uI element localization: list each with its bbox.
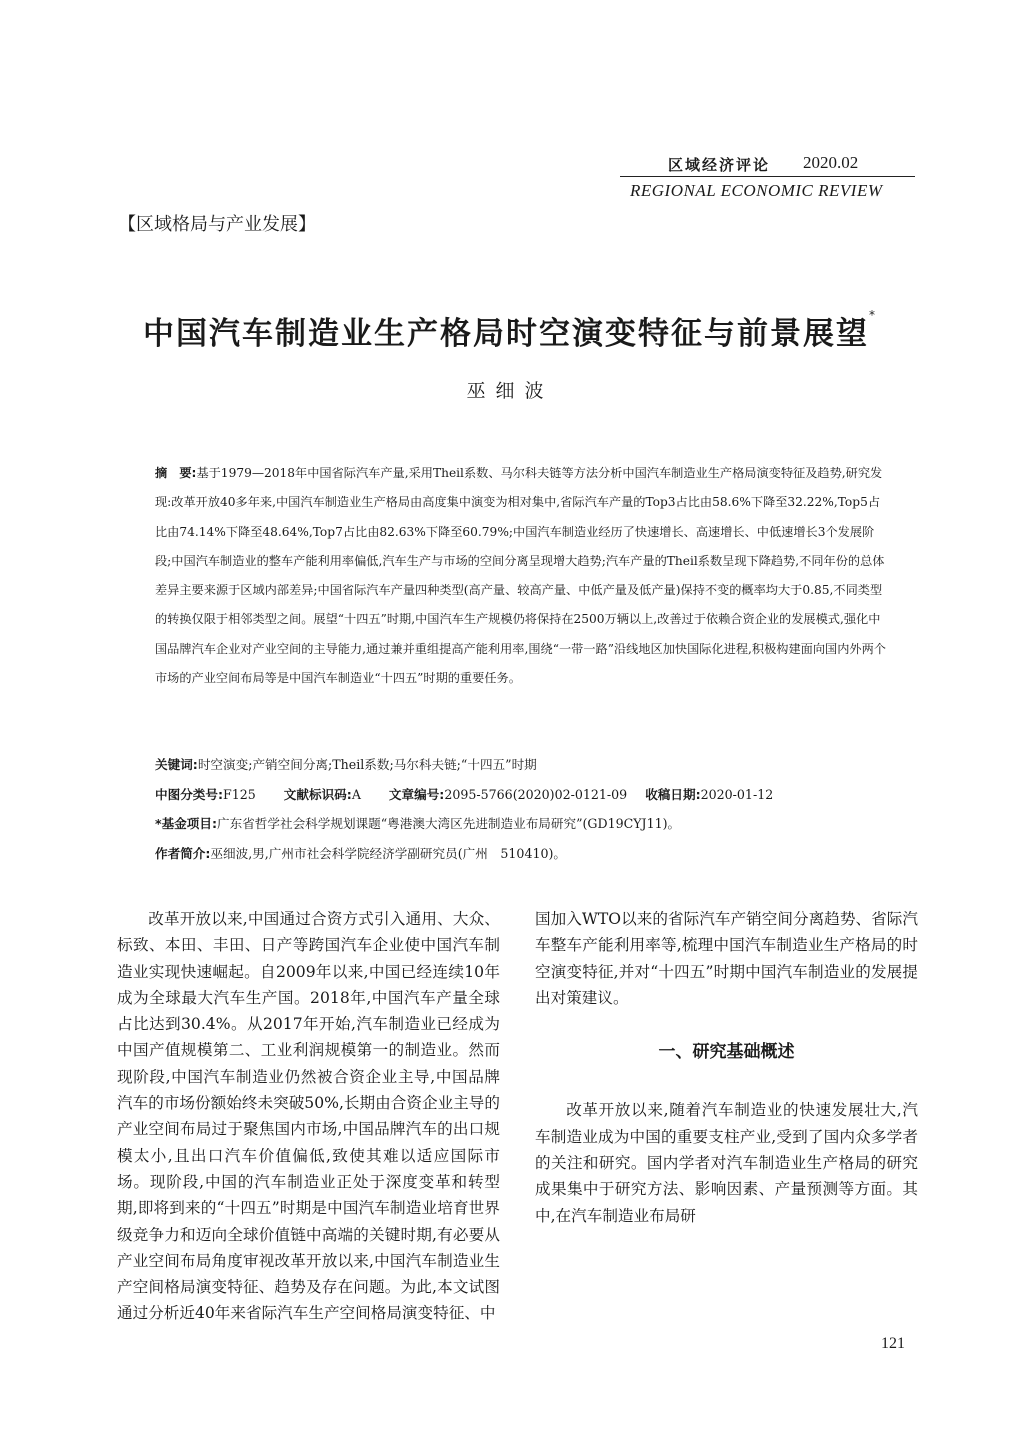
body-column-right xyxy=(535,906,918,1229)
author-name: 巫细波 xyxy=(466,380,554,402)
article-number-label: 文章编号: xyxy=(388,787,445,802)
fund-line xyxy=(155,813,915,832)
header-rule xyxy=(620,176,915,177)
fund-text: 广东省哲学社会科学规划课题“粤港澳大湾区先进制造业布局研究”(GD19CYJ11)。 xyxy=(217,816,681,831)
article-title xyxy=(0,308,1020,353)
received-date-value: 2020-01-12 xyxy=(700,787,774,802)
page-number: 121 xyxy=(881,1335,905,1352)
clc-value: F125 xyxy=(223,787,256,802)
doc-code-value: A xyxy=(351,787,361,802)
section-tag: 【区域格局与产业发展】 xyxy=(118,214,316,235)
title-text: 中国汽车制造业生产格局时空演变特征与前景展望 xyxy=(143,316,869,352)
classification-line xyxy=(155,784,915,803)
intro-paragraph-continued: 国加入WTO以来的省际汽车产销空间分离趋势、省际汽车整车产能利用率等,梳理中国汽车制造业生产格局的时空演变特征,并对“十四五”时期中国汽车制造业的发展提出对策建议。 xyxy=(535,910,918,1007)
author-info-line xyxy=(155,843,915,862)
author-info-label: 作者简介: xyxy=(155,846,211,861)
received-date-label: 收稿日期: xyxy=(645,787,701,802)
journal-name-cn: 区域经济评论 xyxy=(668,156,771,174)
keywords-line xyxy=(155,754,915,773)
doc-code-label: 文献标识码: xyxy=(283,787,352,802)
keywords-label: 关键词: xyxy=(155,757,198,772)
body-paragraph: 改革开放以来,随着汽车制造业的快速发展壮大,汽车制造业成为中国的重要支柱产业,受到了国内众多学者的关注和研究。国内学者对汽车制造业生产格局的研究成果集中于研究方法、影响因素、产量预测等方面。其中,在汽车制造业布局研 xyxy=(535,1101,918,1225)
article-number-value: 2095-5766(2020)02-0121-09 xyxy=(444,787,628,802)
abstract-block xyxy=(155,459,890,693)
abstract-label: 摘 要: xyxy=(155,466,197,480)
intro-paragraph: 改革开放以来,中国通过合资方式引入通用、大众、标致、本田、丰田、日产等跨国汽车企业使中国汽车制造业实现快速崛起。自2009年以来,中国已经连续10年成为全球最大汽车生产国。2018年,中国汽车产量全球占比达到30.4%。从2017年开始,汽车制造业已经成为中国产值规模第二、工业利润规模第一的制造业。然而现阶段,中国汽车制造业仍然被合资企业主导,中国品牌汽车的市场份额始终未突破50%,长期由合资企业主导的产业空间布局过于聚焦国内市场,中国品牌汽车的出口规模太小,且出口汽车价值偏低,致使其难以适应国际市场。现阶段,中国的汽车制造业正处于深度变革和转型期,即将到来的“十四五”时期是中国汽车制造业培育世界级竞争力和迈向全球价值链中高端的关键时期,有必要从产业空间布局角度审视改革开放以来,中国汽车制造业生产空间格局演变特征、趋势及存在问题。为此,本文试图通过分析近40年来省际汽车生产空间格局演变特征、中 xyxy=(117,910,500,1323)
title-footnote-mark: * xyxy=(869,308,877,322)
journal-name-en: REGIONAL ECONOMIC REVIEW xyxy=(630,181,883,200)
issue-number: 2020.02 xyxy=(803,153,859,172)
section-heading: 一、研究基础概述 xyxy=(658,1042,795,1063)
clc-label: 中图分类号: xyxy=(155,787,224,802)
author-info-text: 巫细波,男,广州市社会科学院经济学副研究员(广州 510410)。 xyxy=(210,846,566,861)
keywords-text: 时空演变;产销空间分离;Theil系数;马尔科夫链;“十四五”时期 xyxy=(197,757,537,772)
abstract-text: 基于1979—2018年中国省际汽车产量,采用Theil系数、马尔科夫链等方法分析中国汽车制造业生产格局演变特征及趋势,研究发现:改革开放40多年来,中国汽车制造业生产格局由高度集中演变为相对集中,省际汽车产量的Top3占比由58.6%下降至32.22%,Top5占比由74.14%下降至48.64%,Top7占比由82.63%下降至60.79%;中国汽车制造业经历了快速增长、高速增长、中低速增长3个发展阶段;中国汽车制造业的整车产能利用率偏低,汽车生产与市场的空间分离呈现增大趋势;汽车产量的Theil系数呈现下降趋势,不同年份的总体差异主要来源于区域内部差异;中国省际汽车产量四种类型(高产量、较高产量、中低产量及低产量)保持不变的概率均大于0.85,不同类型的转换仅限于相邻类型之间。展望“十四五”时期,中国汽车生产规模仍将保持在2500万辆以上,改善过于依赖合资企业的发展模式,强化中国品牌汽车企业对产业空间的主导能力,通过兼并重组提高产能利用率,围绕“一带一路”沿线地区加快国际化进程,积极构建面向国内外两个市场的产业空间布局等是中国汽车制造业“十四五”时期的重要任务。 xyxy=(155,466,886,686)
body-column-left xyxy=(117,906,500,1327)
fund-label: *基金项目: xyxy=(155,816,217,831)
